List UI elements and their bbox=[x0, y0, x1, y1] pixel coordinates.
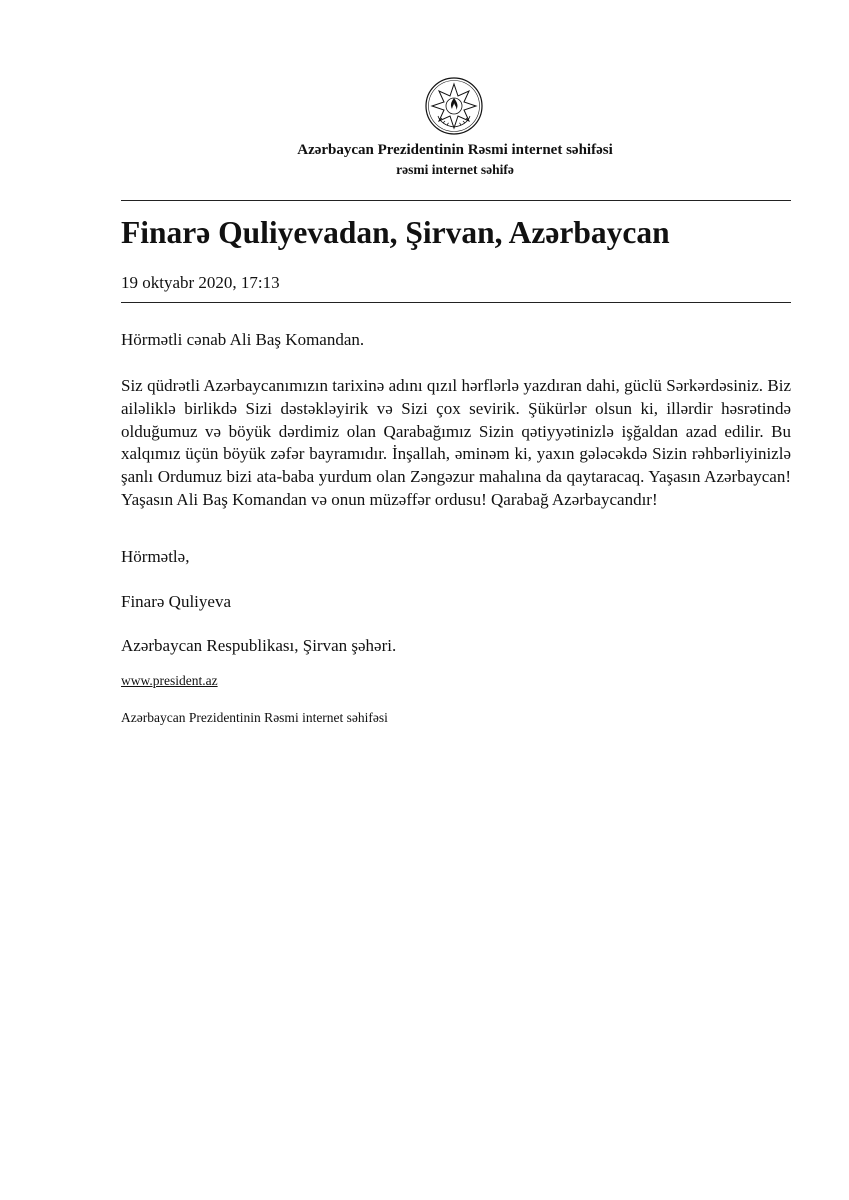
website-link[interactable]: www.president.az bbox=[121, 673, 218, 688]
site-name: Azərbaycan Prezidentinin Rəsmi internet səhifəsi bbox=[297, 142, 613, 158]
page-title: Finarə Quliyevadan, Şirvan, Azərbaycan bbox=[121, 215, 670, 250]
divider-bottom bbox=[121, 302, 791, 303]
letter-closing: Hörmətlə, bbox=[121, 547, 190, 566]
letter-signature: Finarə Quliyeva bbox=[121, 592, 231, 611]
letter-body: Siz qüdrətli Azərbaycanımızın tarixinə adını qızıl hərflərlə yazdıran dahi, güclü Sərkərdəsiniz. Biz ailəliklə birlikdə Sizi dəstəkləyirik və Sizi çox sevirik. Şükürlər olsun ki, illərdir həsrətində olduğumuz və böyük dərdimiz olan Qarabağımız Sizin qətiyyətinizlə işğaldan azad edilir. Bu xalqımız üçün böyük zəfər bayramıdır. İnşallah, əminəm ki, yaxın gələcəkdə Sizin rəhbərliyinizlə şanlı Ordumuz bizi ata-baba yurdum olan Zəngəzur mahalına da qaytaracaq. Yaşasın Azərbaycan! Yaşasın Ali Baş Komandan və onun müzəffər ordusu! Qarabağ Azərbaycandır! bbox=[121, 376, 791, 509]
state-emblem-icon bbox=[424, 76, 484, 136]
site-subtitle: rəsmi internet səhifə bbox=[396, 162, 514, 177]
letter-greeting: Hörmətli cənab Ali Baş Komandan. bbox=[121, 330, 365, 349]
divider-top bbox=[121, 200, 791, 201]
letter-location: Azərbaycan Respublikası, Şirvan şəhəri. bbox=[121, 636, 397, 655]
publish-date: 19 oktyabr 2020, 17:13 bbox=[121, 273, 280, 292]
footer-note: Azərbaycan Prezidentinin Rəsmi internet səhifəsi bbox=[121, 710, 388, 725]
